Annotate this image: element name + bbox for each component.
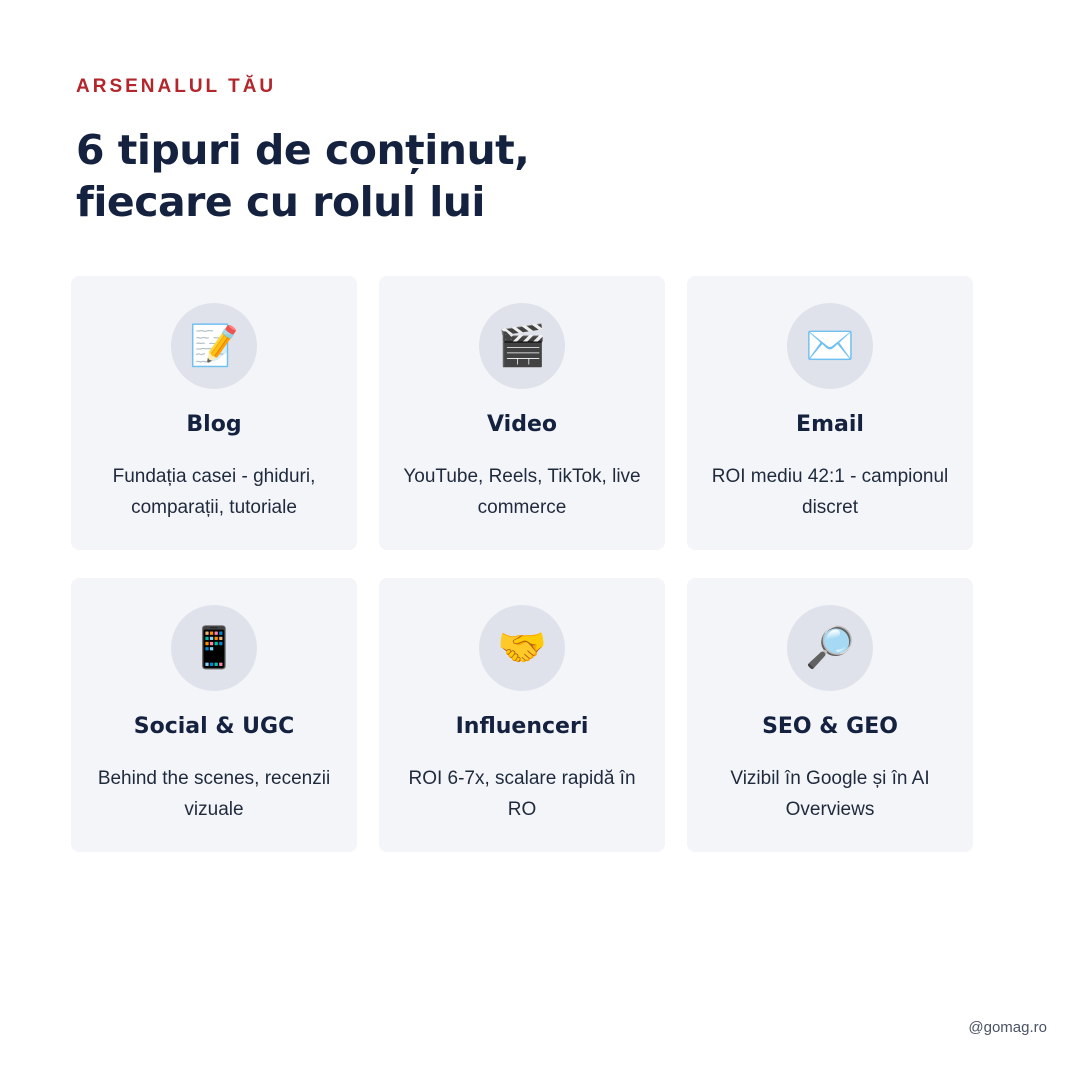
- eyebrow-label: ARSENALUL TĂU: [76, 76, 277, 97]
- mobile-phone-icon: 📱: [171, 605, 257, 691]
- card-title: Video: [487, 412, 557, 437]
- card-title: Email: [796, 412, 864, 437]
- card-title: SEO & GEO: [762, 714, 898, 739]
- handshake-icon: 🤝: [479, 605, 565, 691]
- clapperboard-icon: 🎬: [479, 303, 565, 389]
- card-email: [687, 276, 973, 550]
- card-influenceri: [379, 578, 665, 852]
- card-description: Behind the scenes, recenzii vizuale: [97, 768, 331, 820]
- card-title: Blog: [186, 412, 242, 437]
- page-title-line-2: fiecare cu rolul lui: [76, 178, 485, 226]
- card-description: Vizibil în Google și în AI Overviews: [730, 768, 930, 820]
- brand-handle: @gomag.ro: [968, 1019, 1047, 1036]
- card-blog: [71, 276, 357, 550]
- magnifying-glass-icon: 🔎: [787, 605, 873, 691]
- card-description: ROI mediu 42:1 - campionul discret: [711, 466, 949, 518]
- card-video: [379, 276, 665, 550]
- page-title-line-1: 6 tipuri de conținut,: [76, 126, 530, 174]
- card-title: Social & UGC: [133, 714, 295, 739]
- card-seo-geo: [687, 578, 973, 852]
- card-social-ugc: [71, 578, 357, 852]
- card-title: Influenceri: [455, 714, 589, 739]
- memo-icon: 📝: [171, 303, 257, 389]
- card-description: Fundația casei - ghiduri, comparații, tutoriale: [112, 466, 316, 518]
- content-types-grid: [71, 276, 973, 852]
- envelope-icon: ✉️: [787, 303, 873, 389]
- page-title: [76, 124, 529, 228]
- card-description: YouTube, Reels, TikTok, live commerce: [403, 466, 641, 518]
- card-description: ROI 6-7x, scalare rapidă în RO: [408, 768, 636, 820]
